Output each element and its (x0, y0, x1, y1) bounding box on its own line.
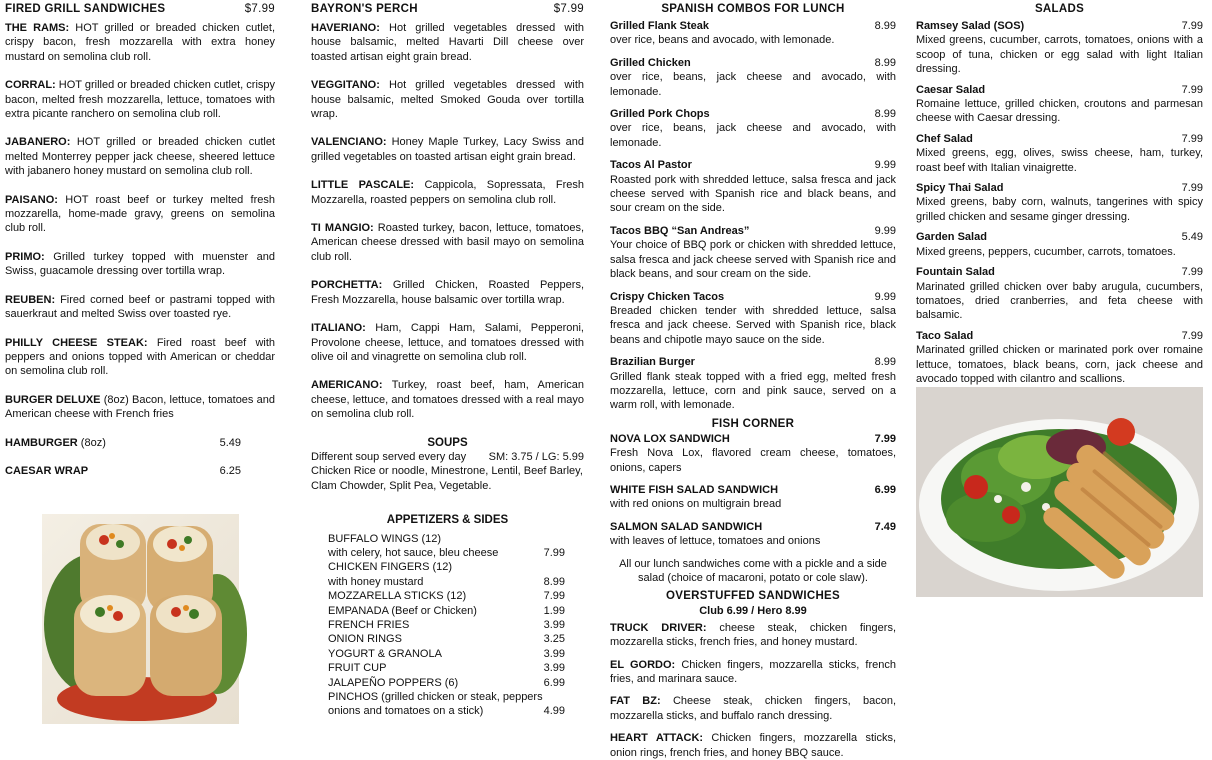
appetizer-row (328, 560, 565, 574)
item-name: Ramsey Salad (SOS) (916, 20, 1025, 32)
menu-item (311, 278, 584, 307)
appetizer-text: EMPANADA (Beef or Chicken) (328, 604, 477, 617)
fish-corner-header (610, 417, 896, 432)
appetizer-text: FRUIT CUP (328, 662, 387, 675)
soups-header: SOUPS (427, 436, 468, 449)
salad-illustration (916, 387, 1203, 597)
appetizer-row (328, 704, 565, 718)
appetizer-row (328, 546, 565, 560)
appetizer-text: onions and tomatoes on a stick) (328, 705, 484, 718)
appetizer-price (543, 560, 565, 574)
appetizer-price: 3.25 (543, 633, 565, 646)
item-desc: Hot grilled vegetables dressed with house balsamic, melted Havarti Dill cheese over toasted artisan eight grain bread. (311, 22, 584, 63)
soup-line (311, 450, 584, 464)
item-price: 7.99 (1181, 132, 1203, 145)
menu-item (916, 83, 1203, 126)
item-desc: Hot grilled vegetables dressed with house balsamic, melted Smoked Gouda over tortilla wrap. (311, 79, 584, 121)
item-desc: Mixed greens, baby corn, walnuts, tangerines with spicy grilled chicken and sesame ginger dressing. (916, 196, 1203, 223)
item-price: 7.99 (874, 432, 896, 445)
spanish-combos-column (610, 0, 896, 760)
item-desc: with leaves of lettuce, tomatoes and onions (610, 535, 821, 548)
item-name: TI MANGIO: (311, 222, 374, 235)
item-name: CAESAR WRAP (5, 464, 89, 477)
item-desc: Fresh Nova Lox, flavored cream cheese, tomatoes, onions, capers (610, 447, 896, 474)
appetizer-row (328, 661, 565, 675)
section-header (916, 2, 1203, 17)
item-desc: with red onions on multigrain bread (610, 498, 782, 511)
appetizers-list (328, 532, 565, 719)
menu-item (311, 135, 584, 164)
appetizer-text: BUFFALO WINGS (12) (328, 532, 442, 545)
menu-item (5, 21, 275, 64)
appetizer-price: 4.99 (543, 705, 565, 718)
item-name: LITTLE PASCALE: (311, 179, 415, 192)
lunch-note: All our lunch sandwiches come with a pickle and a side salad (choice of macaroni, potato or cole slaw). (619, 557, 887, 584)
appetizer-price: 7.99 (543, 546, 565, 559)
item-price: 8.99 (874, 356, 896, 369)
item-name: Taco Salad (916, 329, 974, 342)
section-title: FIRED GRILL SANDWICHES (5, 3, 166, 15)
appetizer-text: FRENCH FRIES (328, 619, 410, 631)
item-name: Tacos BBQ “San Andreas” (610, 224, 750, 237)
item-name: Fountain Salad (916, 266, 995, 279)
appetizers-header: APPETIZERS & SIDES (386, 514, 509, 527)
section-price: $7.99 (553, 3, 584, 15)
item-desc: Chicken fingers, mozzarella sticks, french fries, and marinara sauce. (610, 658, 897, 686)
menu-item (5, 193, 275, 236)
appetizer-row (328, 647, 565, 661)
item-desc: Fired roast beef with peppers and onions topped with American or cheddar on semolina club roll. (5, 336, 276, 378)
menu-item (311, 378, 584, 421)
menu-item (311, 321, 584, 364)
menu-item (311, 178, 584, 207)
item-desc: (8oz) Bacon, lettuce, tomatoes and American cheese with French fries (5, 393, 276, 421)
item-price: 8.99 (874, 20, 896, 32)
item-name: Grilled Flank Steak (610, 20, 710, 32)
menu-item (610, 731, 896, 760)
item-desc: over rice, beans, jack cheese and avocado, with lemonade. (610, 122, 896, 149)
item-desc: Cappicola, Sopressata, Fresh Mozzarella, roasted peppers on semolina club roll. (311, 179, 585, 206)
item-desc: Mixed greens, cucumber, carrots, tomatoes, onions with a scoop of tuna, chicken or egg salad with light Italian dressing. (916, 34, 1203, 76)
bayrons-perch-column (311, 0, 584, 719)
appetizer-text: with honey mustard (328, 575, 424, 588)
appetizer-price (543, 690, 565, 704)
item-name: Spicy Thai Salad (916, 182, 1004, 195)
item-desc: cheese steak, chicken fingers, mozzarella sticks, french fries, and honey mustard. (610, 621, 897, 649)
item-desc: Grilled turkey topped with muenster and Swiss, guacamole dressing over tortilla wrap. (5, 250, 276, 278)
item-price: 7.99 (1181, 83, 1203, 96)
appetizer-row (328, 690, 565, 704)
overstuffed-prices: Club 6.99 / Hero 8.99 (699, 605, 807, 618)
appetizer-row (328, 676, 565, 690)
item-desc: Marinated grilled chicken or marinated pork over romaine lettuce, tomatoes, black beans, corn, jack cheese and avocado topped with cilantro and scallions. (916, 344, 1203, 385)
section-header (610, 2, 896, 17)
item-desc: Romaine lettuce, grilled chicken, croutons and parmesan cheese with Caesar dressing. (916, 98, 1203, 125)
item-name: NOVA LOX SANDWICH (610, 432, 730, 445)
item-price: 7.99 (1181, 20, 1203, 32)
menu-item (5, 464, 275, 478)
menu-item (5, 393, 275, 422)
menu-item (610, 355, 896, 413)
appetizer-text: YOGURT & GRANOLA (328, 647, 442, 660)
item-desc: Cheese steak, chicken fingers, bacon, mozzarella sticks, and buffalo ranch dressing. (610, 695, 897, 722)
item-price: 8.99 (874, 56, 896, 69)
item-name: ITALIANO: (311, 322, 366, 335)
appetizer-row (328, 632, 565, 646)
item-desc: Marinated grilled chicken over baby arugula, cucumbers, tomatoes, dried cranberries, and feta cheese with balsamic. (916, 280, 1203, 322)
menu-item (610, 290, 896, 348)
menu-item (916, 132, 1203, 175)
fish-corner (610, 432, 896, 549)
item-name: CORRAL: (5, 79, 56, 92)
item-name: Grilled Pork Chops (610, 108, 710, 121)
appetizer-price: 3.99 (543, 662, 565, 675)
item-desc: Chicken fingers, mozzarella sticks, onion rings, french fries, and honey BBQ sauce. (610, 732, 896, 759)
item-price: 5.49 (1181, 231, 1203, 244)
item-name: JABANERO: (5, 136, 71, 149)
soup-price: SM: 3.75 / LG: 5.99 (488, 450, 584, 463)
item-desc: Fired corned beef or pastrami topped with sauerkraut and melted Swiss over toasted rye. (5, 293, 276, 321)
section-price: $7.99 (244, 3, 275, 15)
item-desc: Roasted pork with shredded lettuce, salsa fresca and jack cheese served with Spanish rice and black beans, and sour cream on the side. (610, 173, 896, 215)
appetizer-row (328, 618, 565, 632)
fired-grill-column (5, 0, 275, 478)
item-name: REUBEN: (5, 293, 56, 306)
item-desc: Mixed greens, egg, olives, swiss cheese, ham, turkey, roast beef with Italian vinaigrette. (916, 147, 1203, 174)
salad-photo (916, 387, 1203, 597)
item-name: HAMBURGER (5, 436, 78, 449)
section-title: SPANISH COMBOS FOR LUNCH (661, 3, 845, 15)
item-name: THE RAMS: (5, 22, 70, 34)
item-desc: Breaded chicken tender with shredded lettuce, salsa fresca and jack cheese. Served with Spanish rice, black beans and chipotle mayo sauce on the side. (610, 304, 896, 346)
section-header (5, 2, 275, 17)
item-desc: HOT grilled or breaded chicken cutlet, crispy bacon, fresh mozzarella with extra honey mustard on semolina club roll. (5, 22, 276, 63)
menu-item (610, 621, 896, 650)
section-title: SALADS (1034, 3, 1085, 15)
item-price: 9.99 (874, 224, 896, 237)
soup-list: Chicken Rice or noodle, Minestrone, Lentil, Beef Barley, Clam Chowder, Split Pea, Vegetable. (311, 465, 583, 492)
section-title: OVERSTUFFED SANDWICHES (666, 590, 840, 603)
item-size: (8oz) (80, 436, 106, 449)
appetizer-row (328, 589, 565, 603)
appetizer-row (328, 575, 565, 589)
wraps-illustration (42, 514, 239, 724)
item-name: Grilled Chicken (610, 56, 691, 69)
item-name: PRIMO: (5, 250, 45, 263)
item-desc: HOT grilled or breaded chicken cutlet, crispy bacon, melted fresh mozzarella, lettuce, tomatoes with extra picante ranchero on semolina club roll. (5, 79, 276, 121)
menu-item (610, 520, 896, 549)
item-name: FAT BZ: (610, 695, 661, 708)
item-name: VALENCIANO: (311, 136, 387, 149)
item-desc: Ham, Cappi Ham, Salami, Pepperoni, Provolone cheese, lettuce, and tomatoes dressed with olive oil and vinagrette on semolina club roll. (311, 322, 584, 363)
appetizer-text: with celery, hot sauce, bleu cheese (328, 546, 499, 559)
item-desc: Grilled Chicken, Roasted Peppers, Fresh Mozzarella, house balsamic over tortilla wrap. (311, 279, 584, 306)
menu-item (610, 483, 896, 512)
menu-item (610, 694, 896, 723)
menu-item (610, 224, 896, 282)
item-name: TRUCK DRIVER: (610, 621, 707, 634)
menu-item (610, 19, 896, 48)
item-name: AMERICANO: (311, 379, 383, 392)
item-name: Caesar Salad (916, 83, 986, 96)
item-price: 9.99 (874, 290, 896, 303)
item-price: 7.49 (874, 520, 896, 533)
menu-item (5, 135, 275, 178)
item-price: 9.99 (874, 159, 896, 172)
appetizer-price (543, 532, 565, 546)
appetizer-row (328, 604, 565, 618)
item-name: BURGER DELUXE (5, 393, 101, 406)
item-price: 7.99 (1181, 329, 1203, 342)
item-desc: Roasted turkey, bacon, lettuce, tomatoes, American cheese dressed with basil mayo on semolina club roll. (311, 222, 585, 263)
menu-item (610, 432, 896, 475)
menu-item (5, 436, 275, 450)
wraps-photo (42, 514, 239, 724)
appetizer-text: CHICKEN FINGERS (12) (328, 561, 453, 574)
item-name: Brazilian Burger (610, 356, 695, 369)
item-name: HAVERIANO: (311, 22, 380, 34)
item-desc: Your choice of BBQ pork or chicken with shredded lettuce, salsa fresca and jack cheese served with Spanish rice and black beans, and sour cream on the side. (610, 239, 896, 281)
item-desc: Mixed greens, peppers, cucumber, carrots, tomatoes. (916, 245, 1176, 258)
section-title: FISH CORNER (711, 417, 795, 430)
item-price: 7.99 (1181, 266, 1203, 279)
menu-item (610, 107, 896, 150)
menu-item (916, 19, 1203, 77)
item-desc: HOT roast beef or turkey melted fresh mozzarella, home-made gravy, greens on semolina club roll. (5, 193, 275, 235)
appetizer-price: 7.99 (543, 590, 565, 603)
appetizer-row (328, 532, 565, 546)
item-desc: Grilled flank steak topped with a fried egg, melted fresh mozzarella, lettuce, corn and pink sauce, served on a warm roll, with lemonade. (610, 370, 896, 412)
menu-item (5, 336, 275, 379)
overstuffed-header (610, 589, 896, 604)
item-name: Crispy Chicken Tacos (610, 290, 725, 303)
item-name: Chef Salad (916, 132, 973, 145)
menu-item (610, 56, 896, 99)
item-desc: Honey Maple Turkey, Lacy Swiss and grilled vegetables on toasted artisan eight grain bread. (311, 136, 584, 163)
section-title: BAYRON'S PERCH (311, 3, 418, 15)
appetizer-text: MOZZARELLA STICKS (12) (328, 590, 467, 603)
item-price: 6.25 (219, 464, 241, 477)
item-name: EL GORDO: (610, 658, 676, 671)
menu-item (916, 329, 1203, 387)
item-desc: HOT grilled or breaded chicken cutlet melted Monterrey pepper jack cheese, sheered lettuce with jabanero honey mustard on semolina club roll. (5, 136, 275, 178)
item-name: PHILLY CHEESE STEAK: (5, 336, 148, 349)
item-price: 8.99 (874, 108, 896, 121)
item-name: Tacos Al Pastor (610, 159, 692, 172)
menu-item (916, 265, 1203, 323)
menu-item (5, 293, 275, 322)
item-name: Garden Salad (916, 231, 987, 244)
menu-item (5, 250, 275, 279)
appetizer-price: 1.99 (543, 604, 565, 617)
item-name: PAISANO: (5, 193, 58, 206)
menu-item (311, 21, 584, 64)
menu-item (5, 78, 275, 121)
menu-item (311, 78, 584, 121)
item-name: WHITE FISH SALAD SANDWICH (610, 483, 779, 496)
menu-item (916, 230, 1203, 259)
section-header (311, 2, 584, 17)
menu-item (610, 658, 896, 687)
appetizer-text: ONION RINGS (328, 633, 402, 646)
soup-text: Different soup served every day (311, 450, 467, 463)
appetizer-text: JALAPEÑO POPPERS (6) (328, 676, 459, 689)
item-desc: over rice, beans, jack cheese and avocado, with lemonade. (610, 71, 896, 98)
item-price: 7.99 (1181, 182, 1203, 195)
item-price: 6.99 (874, 483, 896, 496)
appetizer-text: PINCHOS (grilled chicken or steak, peppers (328, 691, 543, 704)
item-desc: Turkey, roast beef, ham, American cheese, lettuce, and tomatoes dressed with a real mayo on semolina club roll. (311, 379, 585, 421)
item-name: HEART ATTACK: (610, 732, 704, 745)
appetizer-price: 8.99 (543, 575, 565, 588)
appetizer-price: 3.99 (543, 647, 565, 660)
item-name: VEGGITANO: (311, 79, 380, 92)
menu-item (610, 158, 896, 216)
item-price: 5.49 (219, 436, 241, 449)
salads-column (916, 0, 1203, 386)
item-name: PORCHETTA: (311, 279, 383, 292)
appetizer-price: 6.99 (543, 676, 565, 689)
menu-item (311, 221, 584, 264)
item-name: SALMON SALAD SANDWICH (610, 520, 763, 533)
item-desc: over rice, beans and avocado, with lemonade. (610, 34, 835, 47)
menu-item (916, 181, 1203, 224)
appetizer-price: 3.99 (543, 619, 565, 631)
